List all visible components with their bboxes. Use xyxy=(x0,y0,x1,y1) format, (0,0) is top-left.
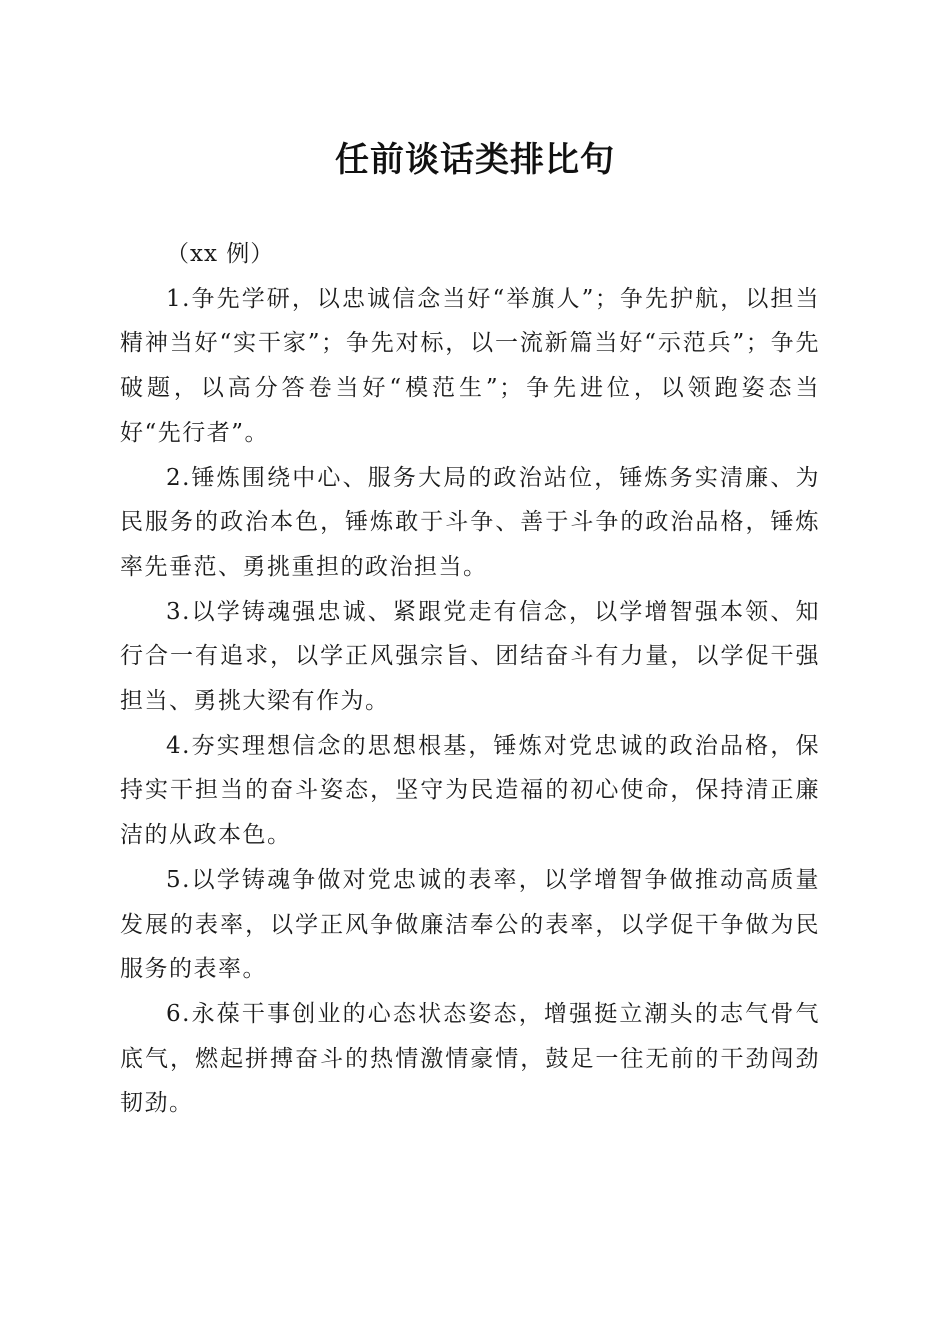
paragraph-3: 3.以学铸魂强忠诚、紧跟党走有信念，以学增智强本领、知行合一有追求，以学正风强宗旨、团结奋斗有力量，以学促干强担当、勇挑大梁有作为。 xyxy=(120,598,820,715)
paragraph-1: 1.争先学研，以忠诚信念当好“举旗人”；争先护航，以担当精神当好“实干家”；争先对标，以一流新篇当好“示范兵”；争先破题，以高分答卷当好“模范生”；争先进位，以领跑姿态当好“先行者”。 xyxy=(120,285,820,446)
document-body xyxy=(120,232,820,1126)
paragraph-2: 2.锤炼围绕中心、服务大局的政治站位，锤炼务实清廉、为民服务的政治本色，锤炼敢于斗争、善于斗争的政治品格，锤炼率先垂范、勇挑重担的政治担当。 xyxy=(120,464,820,580)
count-note: （xx 例） xyxy=(166,241,275,267)
paragraph-4: 4.夯实理想信念的思想根基，锤炼对党忠诚的政治品格，保持实干担当的奋斗姿态，坚守为民造福的初心使命，保持清正廉洁的从政本色。 xyxy=(120,732,820,849)
paragraph-6: 6.永葆干事创业的心态状态姿态，增强挺立潮头的志气骨气底气，燃起拼搏奋斗的热情激情豪情，鼓足一往无前的干劲闯劲韧劲。 xyxy=(120,1000,820,1117)
document-title: 任前谈话类排比句 xyxy=(335,140,615,180)
paragraph-5: 5.以学铸魂争做对党忠诚的表率，以学增智争做推动高质量发展的表率，以学正风争做廉洁奉公的表率，以学促干争做为民服务的表率。 xyxy=(120,866,820,983)
